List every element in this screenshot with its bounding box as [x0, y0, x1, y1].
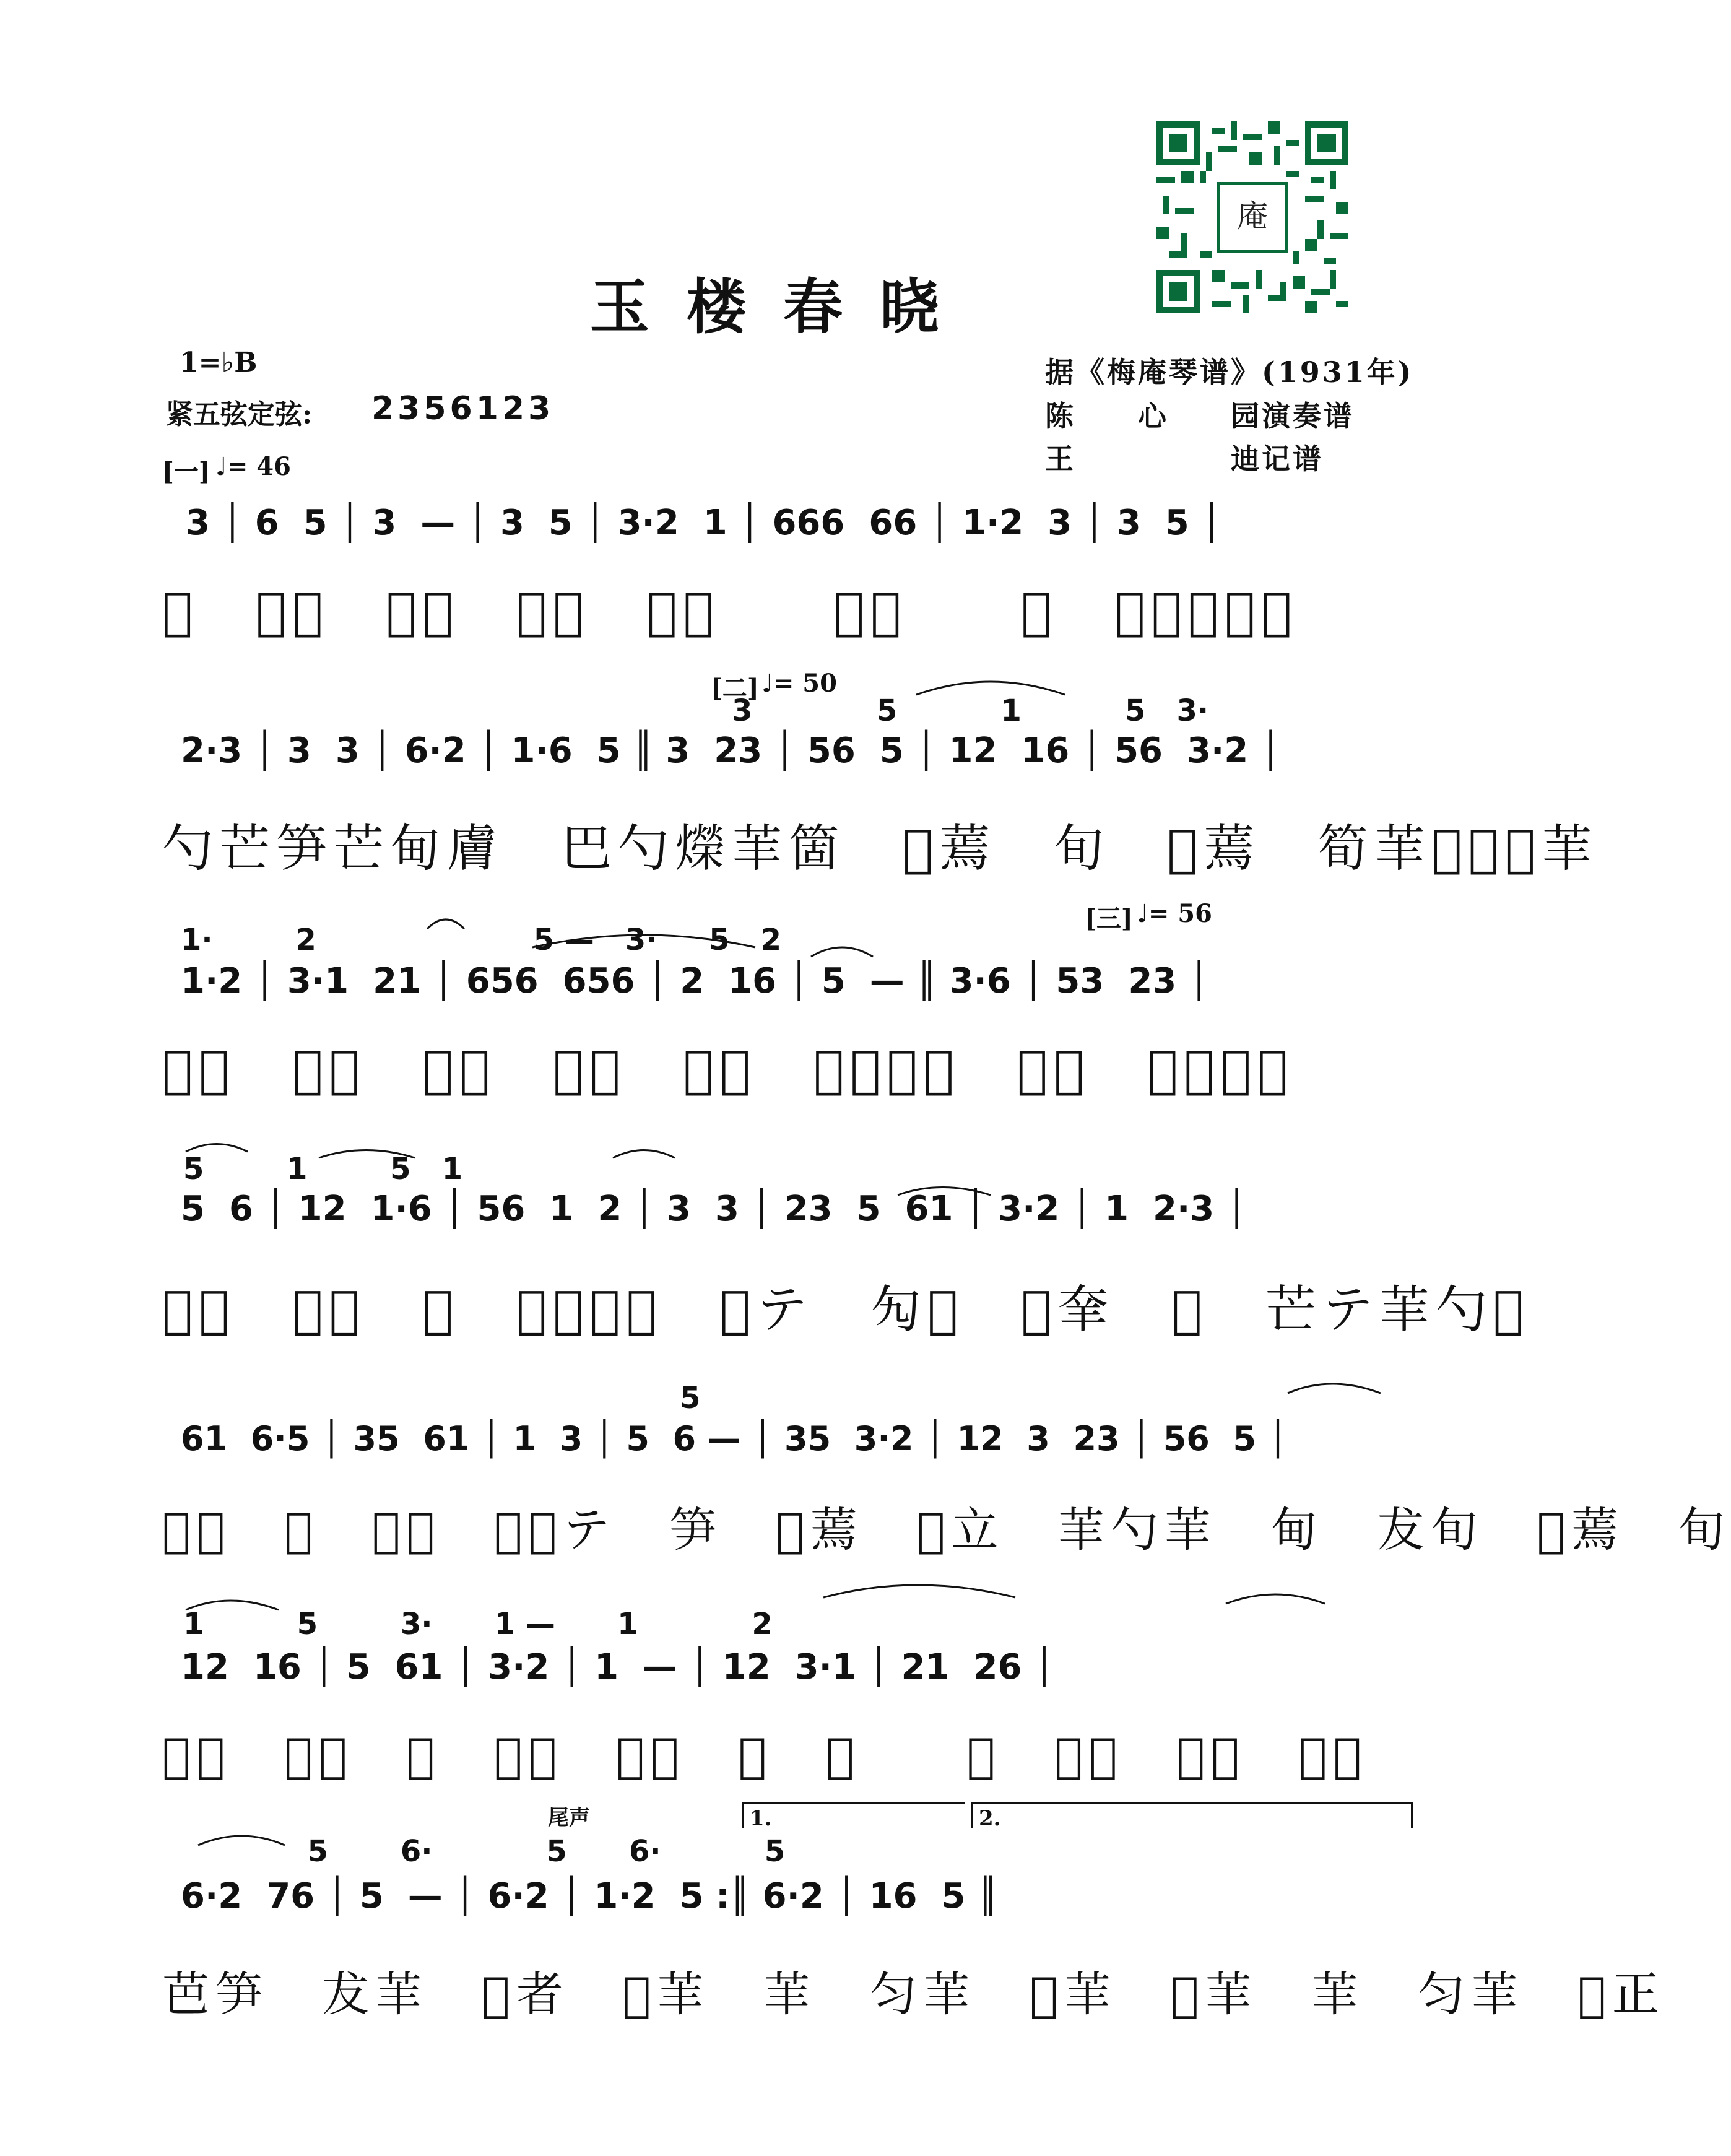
system-5-upper-voice: 5 [183, 1381, 701, 1415]
section-tempo-3: ♩= 56 [1137, 899, 1212, 928]
system-7-jianzipu: 芭笋 犮䒠 𫝫者 𫝫䒠 䒠 匀䒠 𫝫䒠 𫝫䒠 䒠 匀䒠 𫝫正 [162, 1967, 1666, 2022]
key-signature: 1=♭B [180, 347, 258, 378]
slur-arc [186, 1144, 248, 1152]
slur-arc [1288, 1384, 1381, 1393]
system-1-jianzipu: 𫝫 巴勺 芒者 笋勺 比膚 甸畵 甸 勼匕笋芒笋 [162, 582, 1298, 641]
section-label-3: [三] [1085, 904, 1133, 933]
system-5-notes: 61 6·5 │ 35 61 │ 1 3 │ 5 6 — │ 35 3·2 │ 12 3 23 │ 56 5 │ [181, 1419, 1288, 1458]
coda-label: 尾声 [548, 1806, 590, 1830]
system-7-upper-voice: 5 6· 5 6· 5 [183, 1834, 786, 1869]
system-1-notes: 3 │ 6 5 │ 3 — │ 3 5 │ 3·2 1 │ 666 66 │ 1·2 3 │ 3 5 │ [186, 503, 1222, 543]
system-3-notes: 1·2 │ 3·1 21 │ 656 656 │ 2 16 │ 5 — ║ 3·6 │ 53 23 │ [181, 961, 1210, 1001]
system-4-jianzipu: 𫝫蔫 𫝫立 䒠 𫝫䒠𫝫蔫 笺テ 勼𫝫 𫝫羍 𫝫 芒テ䒠勺𫝫 [162, 1280, 1530, 1339]
second-ending-bracket [971, 1802, 1413, 1831]
section-tempo-2: ♩= 50 [761, 669, 837, 698]
tuning-label: 紧五弦定弦: [166, 399, 313, 430]
tuning-notes: 2356123 [371, 390, 555, 427]
svg-text:庵: 庵 [1237, 198, 1268, 234]
system-6-jianzipu: 𫝫蔫 旬䒠 𫝫 𫝫蔫 𫝫䒠 䒠 𫝫 䒠 𫝫蔫 𫝫蔫 旬𠀤 [162, 1728, 1368, 1783]
system-7-notes: 6·2 76 │ 5 — │ 6·2 │ 1·2 5 :║ 6·2 │ 16 5 ║ [181, 1876, 999, 1916]
system-3-jianzipu: 𫝫䒠 䒠蔫 筍犮 笋耗 芭羍 笋䒠𫝫者 𫝫羍 䒠𫝫䒠𫝫 [162, 1040, 1295, 1099]
slur-arc [1226, 1594, 1325, 1604]
page-title: 玉楼春晓 [590, 272, 976, 342]
system-3-upper-voice: 1· 2 5 — 3· 5 2 [181, 923, 782, 957]
first-ending-label: 1. [750, 1806, 772, 1831]
first-ending-bracket [742, 1802, 965, 1831]
system-2-upper-voice: 3 5 1 5 3· [732, 693, 1209, 728]
transcriber-credit: 王 迪记谱 [1045, 442, 1324, 476]
slur-arc [916, 682, 1065, 695]
system-4-upper-voice: 5 1 5 1 [183, 1152, 463, 1186]
performer-credit: 陈 心 园演奏谱 [1045, 399, 1355, 433]
section-tempo-1: ♩= 46 [215, 452, 291, 481]
second-ending-label: 2. [979, 1806, 1001, 1831]
slur-arc [613, 1150, 675, 1158]
system-6-notes: 12 16 │ 5 61 │ 3·2 │ 1 — │ 12 3·1 │ 21 26 │ [181, 1647, 1055, 1687]
system-6-upper-voice: 1 5 3· 1 — 1 2 [183, 1607, 773, 1641]
section-label-2: [二] [711, 674, 759, 703]
source-credit: 据《梅庵琴谱》(1931年) [1045, 355, 1414, 389]
slur-arc [811, 947, 873, 957]
slur-arc [823, 1585, 1015, 1597]
section-label-1: [一] [162, 457, 210, 486]
system-2-notes: 2·3 │ 3 3 │ 6·2 │ 1·6 5 ║ 3 23 │ 56 5 │ 12 16 │ 56 3·2 │ [181, 731, 1282, 771]
system-4-notes: 5 6 │ 12 1·6 │ 56 1 2 │ 3 3 │ 23 5 61 │ 3·2 │ 1 2·3 │ [181, 1189, 1247, 1229]
system-2-jianzipu: 勺芒笋芒甸膚 巴勺爃䒠箇 𫝫蔫 旬 𫝫蔫 筍䒠𫝫𡸖𫝫䒠 [162, 819, 1599, 878]
system-5-jianzipu: 𫝫立 䒠 𫝫䒠 比蔫テ 笋 𫝫蔫 𫝫立 䒠勺䒠 甸 犮旬 𫝫蔫 旬 [162, 1502, 1731, 1557]
